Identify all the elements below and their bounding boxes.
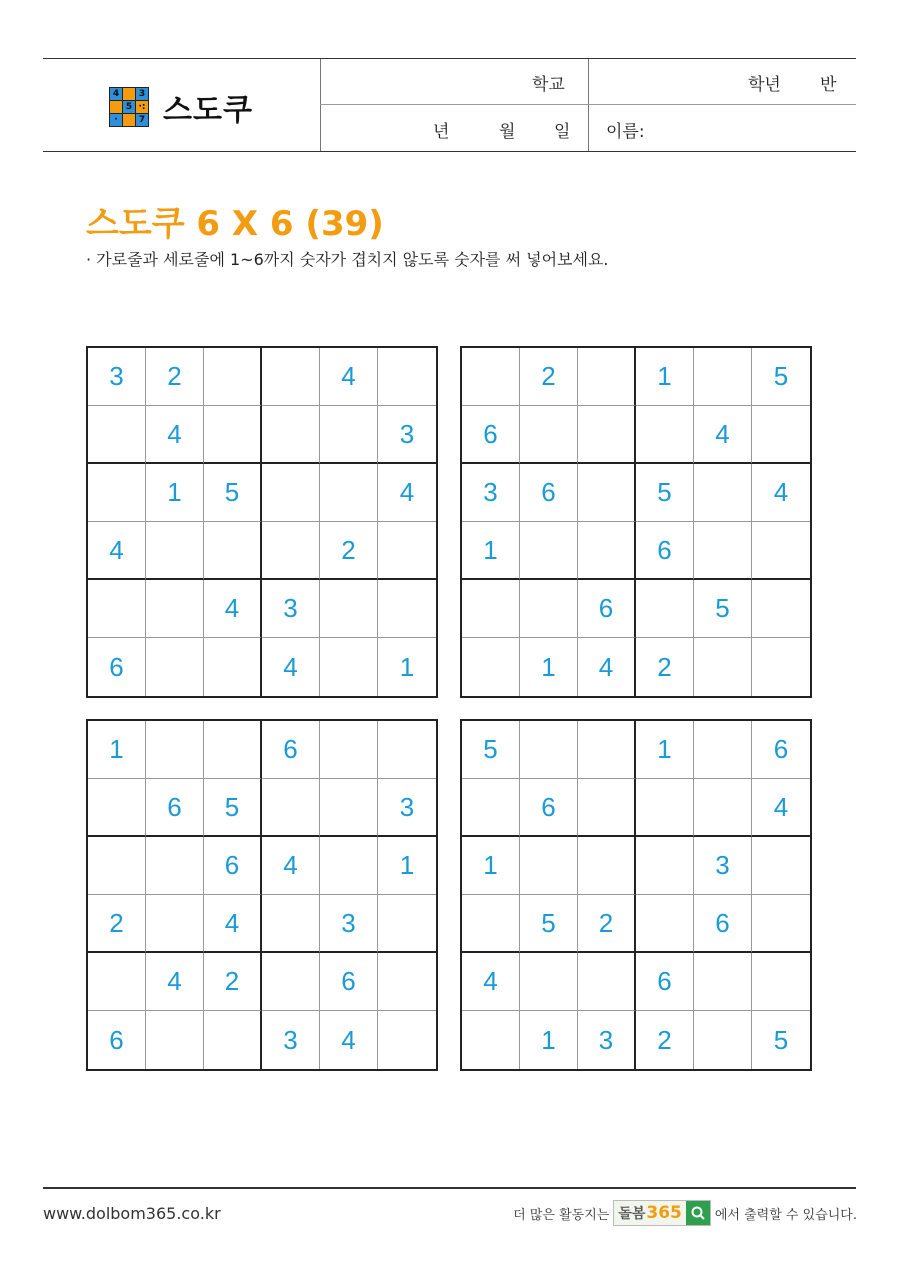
sudoku-cell[interactable]: 6 [320, 953, 378, 1011]
sudoku-cell[interactable] [752, 895, 810, 953]
logo-cell [123, 88, 135, 100]
logo-cell: 7 [136, 114, 148, 126]
sudoku-cell[interactable] [204, 1011, 262, 1069]
sudoku-cell[interactable]: 5 [636, 464, 694, 522]
year-label: 년 [433, 122, 450, 142]
sudoku-cell[interactable]: 6 [578, 580, 636, 638]
month-label: 월 [499, 122, 516, 142]
promo-text-after: 에서 출력할 수 있습니다. [714, 1207, 857, 1223]
sudoku-cell[interactable]: 4 [146, 953, 204, 1011]
sudoku-cell[interactable] [88, 406, 146, 464]
sudoku-cell[interactable] [578, 522, 636, 580]
sudoku-cell[interactable] [694, 522, 752, 580]
sudoku-cell[interactable] [578, 837, 636, 895]
sudoku-cell[interactable]: 5 [520, 895, 578, 953]
sudoku-cell[interactable] [462, 638, 520, 696]
sudoku-cell[interactable] [694, 953, 752, 1011]
sudoku-cell[interactable] [262, 895, 320, 953]
sudoku-cell[interactable]: 1 [399, 651, 415, 682]
site-url[interactable]: www.dolbom365.co.kr [43, 1204, 221, 1223]
sudoku-cell[interactable] [378, 522, 436, 580]
sudoku-cell[interactable] [146, 895, 204, 953]
sudoku-cell[interactable] [752, 406, 810, 464]
logo-cell [123, 114, 135, 126]
sudoku-cell[interactable]: 2 [520, 348, 578, 406]
sudoku-cell[interactable] [204, 721, 262, 779]
sudoku-cell[interactable]: 6 [694, 895, 752, 953]
sudoku-cell[interactable]: 5 [773, 1024, 789, 1055]
worksheet-header [43, 58, 856, 152]
name-label: 이름: [606, 122, 645, 142]
sudoku-cell[interactable]: 3 [694, 837, 752, 895]
sudoku-cell[interactable]: 2 [636, 1011, 694, 1069]
sudoku-cell[interactable]: 6 [520, 464, 578, 522]
sudoku-cell[interactable] [88, 953, 146, 1011]
sudoku-cell[interactable]: 3 [378, 406, 436, 464]
sudoku-cell[interactable]: 3 [462, 464, 520, 522]
sudoku-cell[interactable]: 2 [578, 895, 636, 953]
sudoku-cell[interactable] [694, 348, 752, 406]
sudoku-cell[interactable]: 1 [88, 721, 146, 779]
sudoku-cell[interactable] [752, 837, 810, 895]
sudoku-cell[interactable]: 5 [462, 721, 520, 779]
logo-cell: 4 [110, 88, 122, 100]
sudoku-cell[interactable] [88, 779, 146, 837]
sudoku-cell[interactable] [578, 348, 636, 406]
sudoku-cell[interactable] [146, 522, 204, 580]
promo-text-before: 더 많은 활동지는 [513, 1207, 610, 1223]
sudoku-cell[interactable]: 5 [204, 464, 262, 522]
sudoku-cell[interactable]: 4 [146, 406, 204, 464]
sudoku-cell[interactable] [636, 406, 694, 464]
logo-title: 스도쿠 [163, 93, 253, 128]
sudoku-cell[interactable]: 2 [320, 522, 378, 580]
sudoku-cell[interactable] [320, 406, 378, 464]
header-row-divider [320, 104, 856, 105]
sudoku-cell[interactable]: 4 [204, 580, 262, 638]
sudoku-cell[interactable]: 2 [146, 348, 204, 406]
sudoku-cell[interactable]: 4 [320, 348, 378, 406]
sudoku-grid-1 [86, 346, 438, 698]
sudoku-cell[interactable] [262, 464, 320, 522]
sudoku-cell[interactable] [146, 580, 204, 638]
sudoku-cell[interactable] [578, 464, 636, 522]
footer-promo [513, 1200, 857, 1226]
sudoku-cell[interactable]: 4 [462, 953, 520, 1011]
day-label: 일 [554, 122, 571, 142]
sudoku-cell[interactable] [520, 522, 578, 580]
sudoku-cell[interactable] [146, 837, 204, 895]
sudoku-cell[interactable]: 6 [752, 721, 810, 779]
class-label: 반 [820, 75, 837, 95]
sudoku-cell[interactable]: 1 [636, 721, 694, 779]
sudoku-cell[interactable]: 4 [204, 895, 262, 953]
logo-cell: 3 [136, 88, 148, 100]
sudoku-cell[interactable] [378, 1011, 436, 1069]
sudoku-cell[interactable]: 3 [378, 779, 436, 837]
sudoku-cell[interactable]: 2 [636, 638, 694, 696]
sudoku-cell[interactable] [520, 953, 578, 1011]
sudoku-cell[interactable] [262, 348, 320, 406]
sudoku-cell[interactable]: 6 [146, 779, 204, 837]
sudoku-cell[interactable] [462, 1011, 520, 1069]
sudoku-cell[interactable]: 4 [752, 464, 810, 522]
sudoku-cell[interactable] [146, 638, 204, 696]
sudoku-cell[interactable] [378, 580, 436, 638]
sudoku-grid-2 [460, 346, 812, 698]
sudoku-cell[interactable] [262, 779, 320, 837]
sudoku-cell[interactable]: 6 [204, 837, 262, 895]
brand-text: 돌봄 [618, 1206, 646, 1222]
sudoku-cell[interactable] [462, 580, 520, 638]
sudoku-cell[interactable] [320, 464, 378, 522]
sudoku-cell[interactable] [320, 779, 378, 837]
sudoku-cell[interactable] [146, 721, 204, 779]
sudoku-cell[interactable] [262, 522, 320, 580]
logo [109, 85, 253, 129]
sudoku-cell[interactable] [378, 895, 436, 953]
sudoku-cell[interactable]: 5 [694, 580, 752, 638]
sudoku-cell[interactable]: 3 [262, 1011, 320, 1069]
sudoku-cell[interactable] [320, 721, 378, 779]
sudoku-cell[interactable] [462, 348, 520, 406]
sudoku-cell[interactable] [578, 406, 636, 464]
sudoku-cell[interactable]: 1 [462, 837, 520, 895]
sudoku-cell[interactable] [578, 953, 636, 1011]
sudoku-cell[interactable]: 1 [146, 464, 204, 522]
sudoku-cell[interactable] [204, 348, 262, 406]
sudoku-cell[interactable] [694, 464, 752, 522]
sudoku-cell[interactable]: 1 [462, 522, 520, 580]
sudoku-cell[interactable]: 6 [88, 638, 146, 696]
sudoku-cell[interactable]: 4 [262, 837, 320, 895]
sudoku-cell[interactable]: 5 [204, 779, 262, 837]
sudoku-cell[interactable] [262, 953, 320, 1011]
sudoku-cell[interactable]: 3 [320, 895, 378, 953]
sudoku-cell[interactable]: 4 [378, 464, 436, 522]
logo-cell: · [110, 114, 122, 126]
sudoku-cell[interactable]: 6 [462, 406, 520, 464]
sudoku-cell[interactable] [520, 721, 578, 779]
sudoku-cell[interactable]: 1 [636, 348, 694, 406]
sudoku-cell[interactable] [320, 837, 378, 895]
sudoku-cell[interactable] [694, 1011, 752, 1069]
sudoku-cell[interactable]: 4 [88, 522, 146, 580]
sudoku-cell[interactable]: 1 [520, 638, 578, 696]
sudoku-cell[interactable] [752, 522, 810, 580]
brand-number: 365 [646, 1203, 682, 1223]
sudoku-cell[interactable] [752, 953, 810, 1011]
logo-cell [110, 101, 122, 113]
sudoku-cell[interactable]: 6 [520, 779, 578, 837]
sudoku-cell[interactable] [694, 721, 752, 779]
sudoku-cell[interactable] [462, 895, 520, 953]
sudoku-cell[interactable]: 2 [204, 953, 262, 1011]
sudoku-cell[interactable]: 4 [578, 638, 636, 696]
sudoku-cell[interactable] [694, 779, 752, 837]
sudoku-cell[interactable] [204, 638, 262, 696]
sudoku-cell[interactable] [146, 1011, 204, 1069]
sudoku-cell[interactable] [636, 837, 694, 895]
sudoku-cell[interactable] [378, 721, 436, 779]
sudoku-cell[interactable] [378, 953, 436, 1011]
logo-cell: ·: [136, 101, 148, 113]
sudoku-cell[interactable] [262, 406, 320, 464]
sudoku-cell[interactable] [320, 638, 378, 696]
sudoku-cell[interactable] [88, 580, 146, 638]
sudoku-cell[interactable]: 1 [520, 1011, 578, 1069]
sudoku-cell[interactable] [752, 638, 810, 696]
sudoku-cell[interactable] [88, 464, 146, 522]
sudoku-cell[interactable] [520, 837, 578, 895]
sudoku-cell[interactable] [752, 580, 810, 638]
sudoku-cell[interactable]: 5 [752, 348, 810, 406]
sudoku-cell[interactable] [636, 779, 694, 837]
sudoku-cell[interactable]: 3 [262, 580, 320, 638]
sudoku-logo-icon [109, 87, 149, 127]
sudoku-cell[interactable]: 6 [262, 721, 320, 779]
sudoku-cell[interactable]: 3 [578, 1011, 636, 1069]
sudoku-grid-3 [86, 719, 438, 1071]
sudoku-cell[interactable] [520, 580, 578, 638]
brand-badge[interactable] [613, 1200, 711, 1226]
sudoku-cell[interactable]: 1 [378, 837, 436, 895]
instructions: · 가로줄과 세로줄에 1~6까지 숫자가 겹치지 않도록 숫자를 써 넣어보세요. [86, 250, 609, 269]
sudoku-cell[interactable] [88, 837, 146, 895]
sudoku-cell[interactable] [378, 348, 436, 406]
sudoku-cell[interactable] [204, 522, 262, 580]
header-divider [588, 59, 589, 151]
sudoku-cell[interactable] [320, 580, 378, 638]
sudoku-cell[interactable]: 6 [636, 953, 694, 1011]
header-divider [320, 59, 321, 151]
sudoku-cell[interactable] [578, 721, 636, 779]
sudoku-cell[interactable]: 4 [694, 406, 752, 464]
sudoku-cell[interactable] [636, 895, 694, 953]
grade-label: 학년 [748, 75, 781, 95]
search-icon [686, 1201, 710, 1225]
sudoku-cell[interactable]: 6 [636, 522, 694, 580]
sudoku-cell[interactable]: 2 [88, 895, 146, 953]
sudoku-cell[interactable] [520, 406, 578, 464]
sudoku-cell[interactable]: 3 [88, 348, 146, 406]
sudoku-cell[interactable] [694, 638, 752, 696]
sudoku-cell[interactable]: 4 [262, 638, 320, 696]
sudoku-cell[interactable] [636, 580, 694, 638]
school-label: 학교 [532, 75, 565, 95]
sudoku-cell[interactable]: 6 [88, 1011, 146, 1069]
sudoku-cell[interactable] [578, 779, 636, 837]
logo-cell: 5 [123, 101, 135, 113]
page-title: 스도쿠 6 X 6 (39) [86, 204, 384, 244]
sudoku-cell[interactable] [462, 779, 520, 837]
sudoku-cell[interactable]: 4 [320, 1011, 378, 1069]
footer-divider [43, 1187, 856, 1189]
sudoku-cell[interactable] [204, 406, 262, 464]
sudoku-cell[interactable]: 4 [752, 779, 810, 837]
sudoku-grid-4 [460, 719, 812, 1071]
